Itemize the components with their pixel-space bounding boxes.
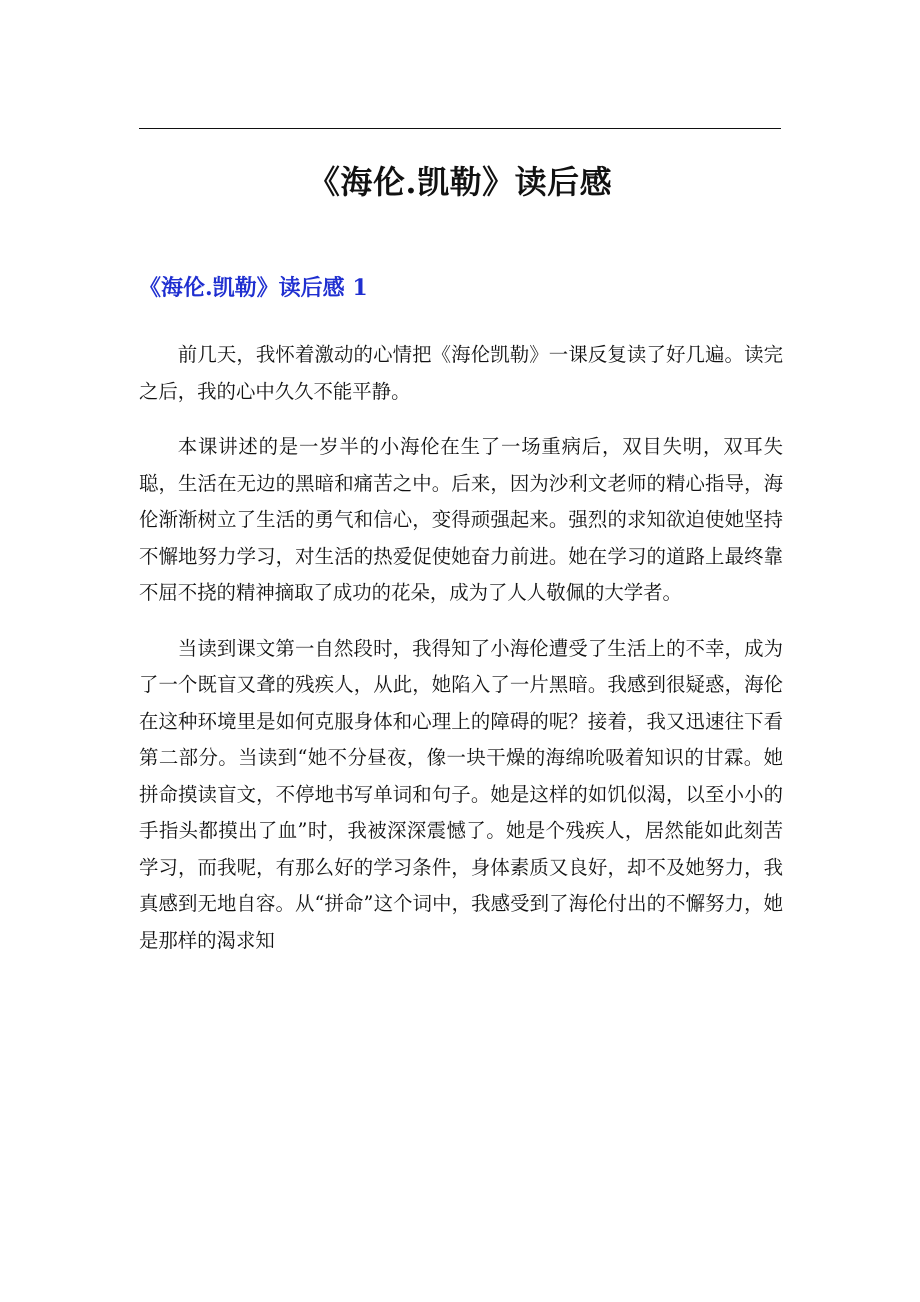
document-title: 《海伦.凯勒》读后感	[307, 163, 613, 201]
paragraph-1: 前几天，我怀着激动的心情把《海伦凯勒》一课反复读了好几遍。读完之后，我的心中久久不能平静。	[139, 343, 783, 403]
body-text	[139, 337, 783, 978]
header-rule	[139, 128, 781, 129]
section-heading: 《海伦.凯勒》读后感 1	[139, 275, 368, 301]
paragraph-3: 当读到课文第一自然段时，我得知了小海伦遭受了生活上的不幸，成为了一个既盲又聋的残疾人，从此，她陷入了一片黑暗。我感到很疑惑，海伦在这种环境里是如何克服身体和心理上的障碍的呢？接着，我又迅速往下看第二部分。当读到“她不分昼夜，像一块干燥的海绵吮吸着知识的甘霖。她拼命摸读盲文，不停地书写单词和句子。她是这样的如饥似渴，以至小小的手指头都摸出了血”时，我被深深震憾了。她是个残疾人，居然能如此刻苦学习，而我呢，有那么好的学习条件，身体素质又良好，却不及她努力，我真感到无地自容。从“拼命”这个词中，我感受到了海伦付出的不懈努力，她是那样的渴求知	[139, 636, 783, 952]
paragraph-2: 本课讲述的是一岁半的小海伦在生了一场重病后，双目失明，双耳失聪，生活在无边的黑暗和痛苦之中。后来，因为沙利文老师的精心指导，海伦渐渐树立了生活的勇气和信心，变得顽强起来。强烈的求知欲迫使她坚持不懈地努力学习，对生活的热爱促使她奋力前进。她在学习的道路上最终靠不屈不挠的精神摘取了成功的花朵，成为了人人敬佩的大学者。	[139, 435, 783, 604]
